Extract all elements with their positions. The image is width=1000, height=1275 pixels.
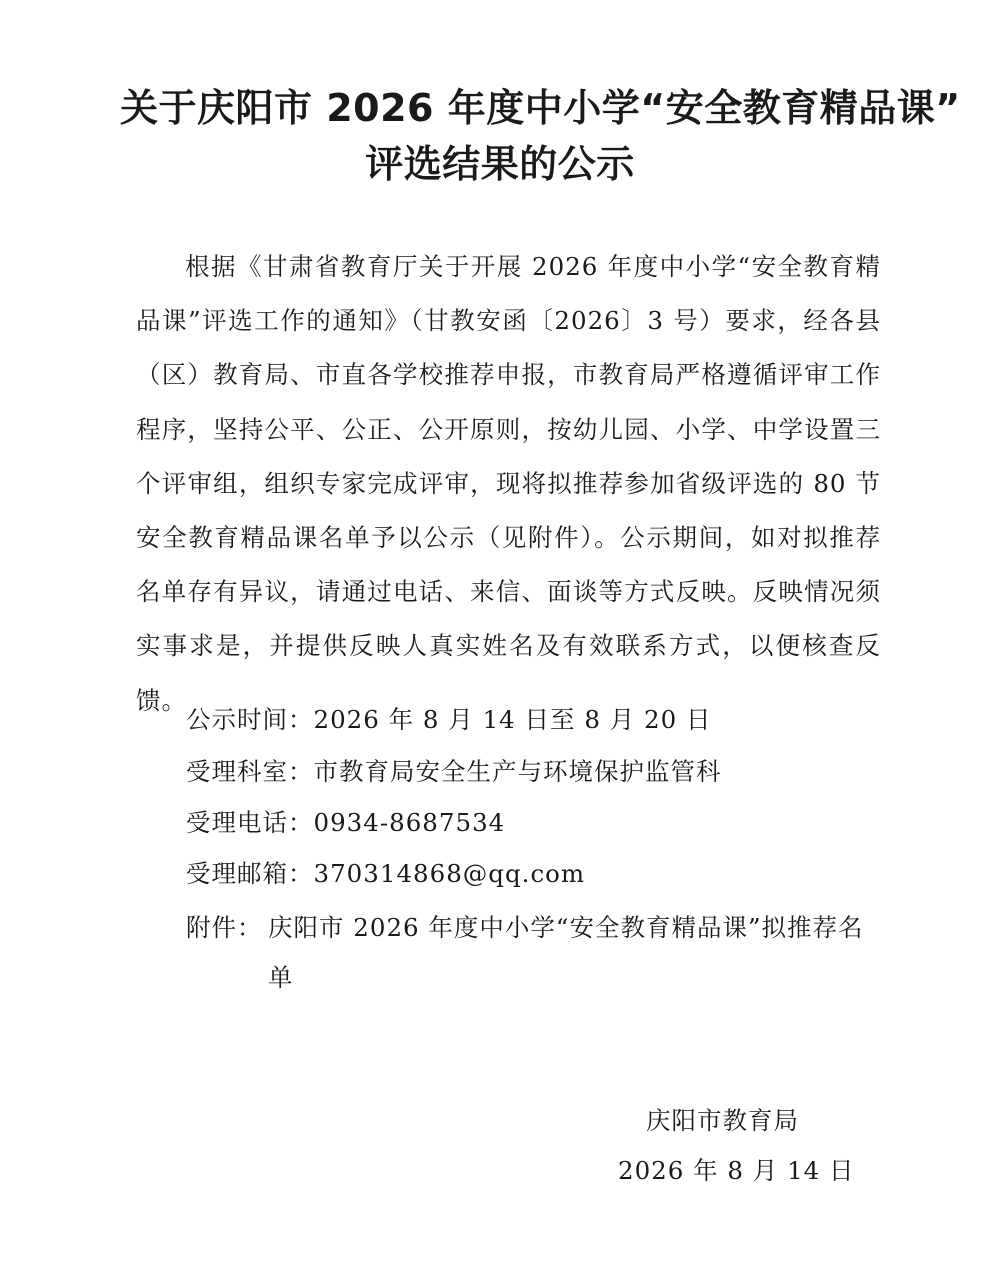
attachment-label: 附件： (186, 913, 263, 942)
office-line: 受理科室：市教育局安全生产与环境保护监管科 (186, 757, 722, 786)
document-title-line1: 关于庆阳市 2026 年度中小学“安全教育精品课” (120, 86, 961, 130)
signature-date: 2026 年 8 月 14 日 (618, 1156, 855, 1185)
publicity-time-line: 公示时间：2026 年 8 月 14 日至 8 月 20 日 (186, 705, 712, 734)
document-title-line2: 评选结果的公示 (365, 142, 635, 186)
attachment-text: 庆阳市 2026 年度中小学“安全教育精品课”拟推荐名单 (268, 913, 864, 992)
attachment-block (186, 903, 886, 1003)
email-line: 受理邮箱：370314868@qq.com (186, 859, 586, 888)
signature-organization: 庆阳市教育局 (646, 1106, 799, 1135)
document-body-paragraph: 根据《甘肃省教育厅关于开展 2026 年度中小学“安全教育精品课”评选工作的通知》（甘教安函〔2026〕3 号）要求，经各县（区）教育局、市直各学校推荐申报，市教育局严格遵循评审工作程序，坚持公平、公正、公开原则，按幼儿园、小学、中学设置三个评审组，组织专家完成评审，现将拟推荐参加省级评选的 80 节安全教育精品课名单予以公示（见附件）。公示期间，如对拟推荐名单存有异议，请通过电话、来信、面谈等方式反映。反映情况须实事求是，并提供反映人真实姓名及有效联系方式，以便核查反馈。 (136, 252, 881, 715)
phone-line: 受理电话：0934-8687534 (186, 808, 506, 837)
